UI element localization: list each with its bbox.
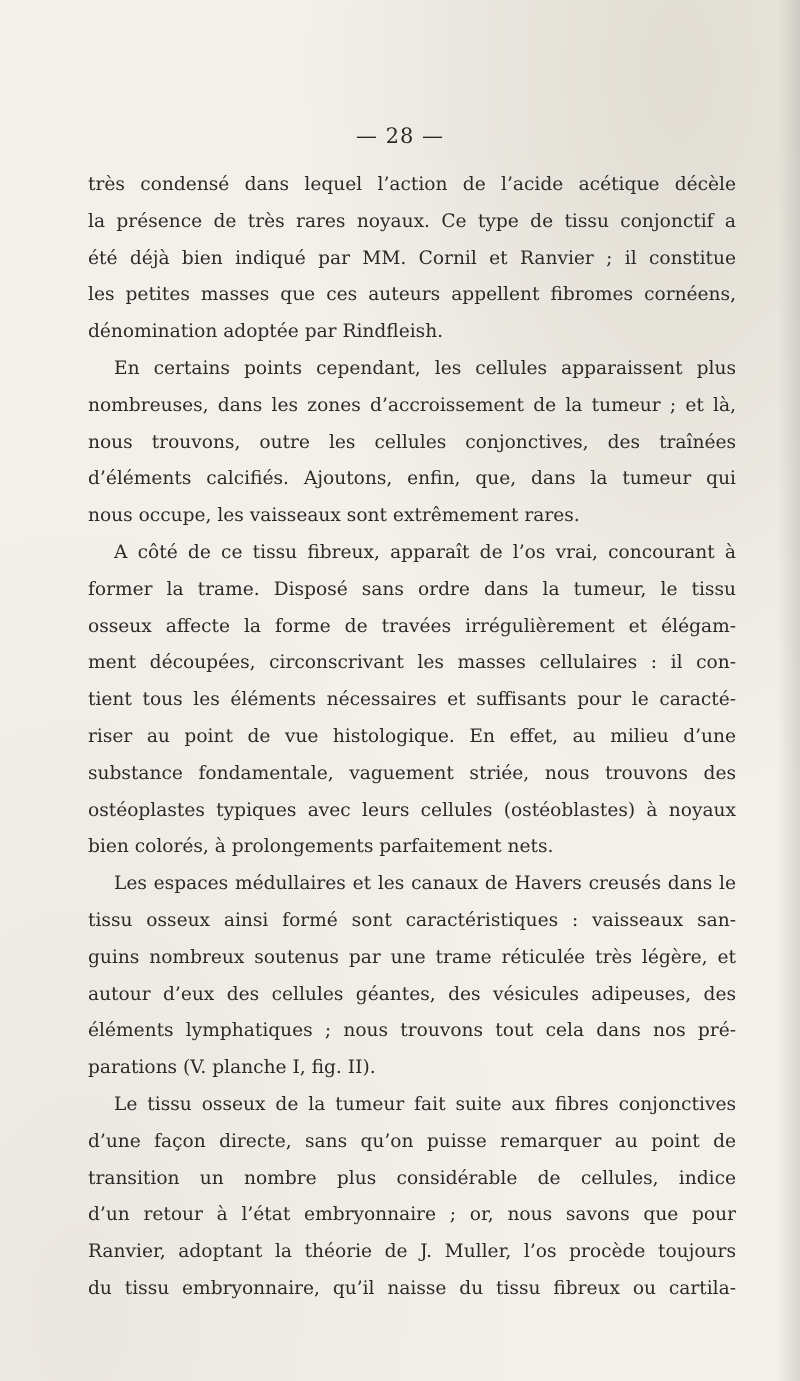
page-number: — 28 — <box>355 124 445 148</box>
text-line: former la trame. Disposé sans ordre dans la tumeur, le tissu <box>88 578 736 600</box>
text-line: guins nombreux soutenus par une trame réticulée très légère, et <box>88 946 736 968</box>
text-line: A côté de ce tissu fibreux, apparaît de l’os vrai, concourant à <box>114 541 736 563</box>
text-line: autour d’eux des cellules géantes, des vésicules adipeuses, des <box>88 983 736 1005</box>
text-line: bien colorés, à prolongements parfaitement nets. <box>88 836 554 858</box>
text-line: riser au point de vue histologique. En effet, au milieu d’une <box>88 725 736 747</box>
text-line: osseux affecte la forme de travées irrégulièrement et élégam- <box>88 615 736 637</box>
text-line: Le tissu osseux de la tumeur fait suite aux fibres conjonctives <box>114 1093 736 1115</box>
text-line: ment découpées, circonscrivant les masses cellulaires : il con- <box>88 652 736 674</box>
text-line: Les espaces médullaires et les canaux de Havers creusés dans le <box>114 873 736 895</box>
text-line: très condensé dans lequel l’action de l’acide acétique décèle <box>88 174 736 195</box>
text-line: ostéoplastes typiques avec leurs cellules (ostéoblastes) à noyaux <box>88 799 736 821</box>
text-line: substance fondamentale, vaguement striée, nous trouvons des <box>88 762 736 784</box>
text-line: éléments lymphatiques ; nous trouvons tout cela dans nos pré- <box>88 1020 736 1042</box>
text-line: du tissu embryonnaire, qu’il naisse du tissu fibreux ou cartila- <box>88 1277 736 1299</box>
text-line: dénomination adoptée par Rindfleish. <box>88 321 444 343</box>
text-line: la présence de très rares noyaux. Ce type de tissu conjonctif a <box>88 210 736 232</box>
text-line: nous trouvons, outre les cellules conjonctives, des traînées <box>88 431 736 453</box>
text-line: En certains points cependant, les cellules apparaissent plus <box>114 357 736 379</box>
text-line: été déjà bien indiqué par MM. Cornil et Ranvier ; il constitue <box>88 247 736 269</box>
text-line: transition un nombre plus considérable de cellules, indice <box>88 1167 736 1189</box>
text-line: Ranvier, adoptant la théorie de J. Muller, l’os procède toujours <box>88 1241 736 1263</box>
text-line: tissu osseux ainsi formé sont caractéristiques : vaisseaux san- <box>88 909 736 931</box>
text-line: tient tous les éléments nécessaires et suffisants pour le caracté- <box>88 689 736 711</box>
text-line: d’un retour à l’état embryonnaire ; or, nous savons que pour <box>88 1204 736 1226</box>
text-line: d’éléments calcifiés. Ajoutons, enfin, que, dans la tumeur qui <box>88 468 736 490</box>
text-line: d’une façon directe, sans qu’on puisse remarquer au point de <box>88 1130 736 1152</box>
text-line: les petites masses que ces auteurs appellent fibromes cornéens, <box>88 284 736 306</box>
body-text <box>88 167 736 1308</box>
text-line: nombreuses, dans les zones d’accroissement de la tumeur ; et là, <box>88 394 736 416</box>
text-line: parations (V. planche I, fig. II). <box>88 1057 376 1079</box>
text-line: nous occupe, les vaisseaux sont extrêmement rares. <box>88 505 580 527</box>
page-edge-shadow <box>778 0 800 1381</box>
